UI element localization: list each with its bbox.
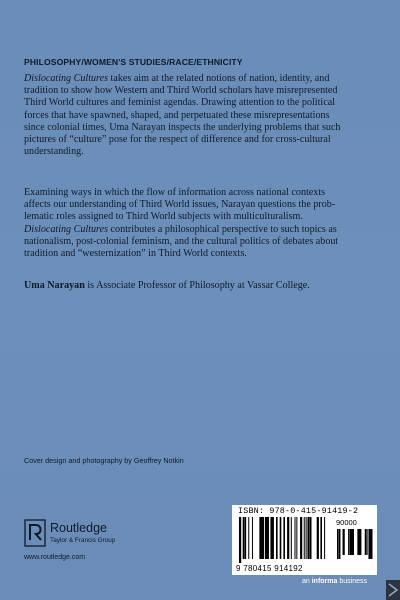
book-title-italic: Dislocating Cultures [24,73,109,84]
informa-corner-mark [386,580,400,600]
barcode-bar [370,529,372,559]
publisher-logo [24,519,144,551]
barcode-bar [272,517,274,559]
barcode-bar [283,517,285,559]
barcode-bar [352,529,354,555]
category-heading: PHILOSOPHY/WOMEN'S STUDIES/RACE/ETHNICITY [24,57,243,67]
barcode-bar [343,529,345,555]
barcode-bar [263,517,264,559]
barcode-bar [239,517,241,563]
paragraph-line: Third World cultures and feminist agendas. Drawing attention to the political [24,97,335,109]
barcode-bar [267,517,269,559]
barcode-bar [339,529,341,559]
publisher-name: Routledge [50,521,107,535]
paragraph-line: tradition to show how Western and Third World scholars have misrepresented [24,85,338,97]
barcode-bar [337,529,339,559]
paragraph-line: since colonial times, Uma Narayan inspects the underlying problems that such [24,121,341,133]
barcode-bar [276,517,278,559]
barcode-bar [243,517,245,559]
paragraph-line: nationalism, post-colonial feminism, and the cultural politics of debates about [24,235,339,247]
paragraph-line: lematic roles assigned to Third World subjects with multiculturalism. [24,211,303,223]
author-name: Uma Narayan [24,280,85,291]
barcode-bar [304,517,305,559]
barcode-bar [365,529,367,555]
barcode-bar [320,517,322,559]
barcode-bar [367,529,368,555]
cover-credit: Cover design and photography by Geoffrey Notkin [24,456,184,465]
barcode-bar [252,517,253,559]
author-bio-text: is Associate Professor of Philosophy at Vassar College. [84,280,310,291]
barcode-bar [245,517,247,559]
author-bio [24,280,371,292]
barcode-bar [317,517,319,559]
barcode-bar [300,517,302,559]
informa-brand: informa [311,578,338,585]
publisher-website: www.routledge.com [24,554,86,561]
description-paragraph-1 [24,73,371,158]
publisher-group: Taylor & Francis Group [50,537,116,544]
price-code: 90000 [336,518,357,527]
barcode-bar [306,517,307,559]
barcode-bar [307,517,309,559]
barcode-bar [324,517,325,559]
barcode-bar [287,517,289,559]
barcode-bar [296,517,297,559]
description-paragraph-2 [24,187,371,260]
barcode-bar [248,517,249,559]
paragraph-line: Examining ways in which the flow of information across national contexts [24,187,326,198]
paragraph-line: understanding. [24,146,84,158]
paragraph-line: Dislocating Cultures contributes a philosophical perspective to such topics as [24,223,337,235]
ean-digits: 9 780415 914192 [236,564,303,573]
paragraph-line: affects our understanding of Third World issues, Narayan questions the prob- [24,199,336,211]
paragraph-line: Dislocating Cultures takes aim at the related notions of nation, identity, and [24,73,330,84]
barcode-bar [295,517,296,559]
price-barcode-bars [336,529,374,559]
paragraph-line: tradition and “westernization” in Third World contexts. [24,248,247,260]
routledge-r-icon [24,519,46,547]
barcode-bar [280,517,282,559]
paragraph-line: pictures of “culture” pose for the respect of difference and for cross-cultural [24,134,331,146]
barcode-bar [309,517,311,559]
isbn-barcode [232,505,377,575]
paragraph-line: forces that have spawned, shaped, and perpetuated these misrepresentations [24,109,330,121]
barcode-bar [291,517,292,559]
barcode-bar [359,529,361,555]
informa-tagline: an informa business [302,578,367,585]
barcode-bars [238,517,334,565]
barcode-bar [348,529,350,555]
isbn-text: ISBN: 978-0-415-91419-2 [238,506,359,516]
book-title-italic: Dislocating Cultures [24,223,109,235]
